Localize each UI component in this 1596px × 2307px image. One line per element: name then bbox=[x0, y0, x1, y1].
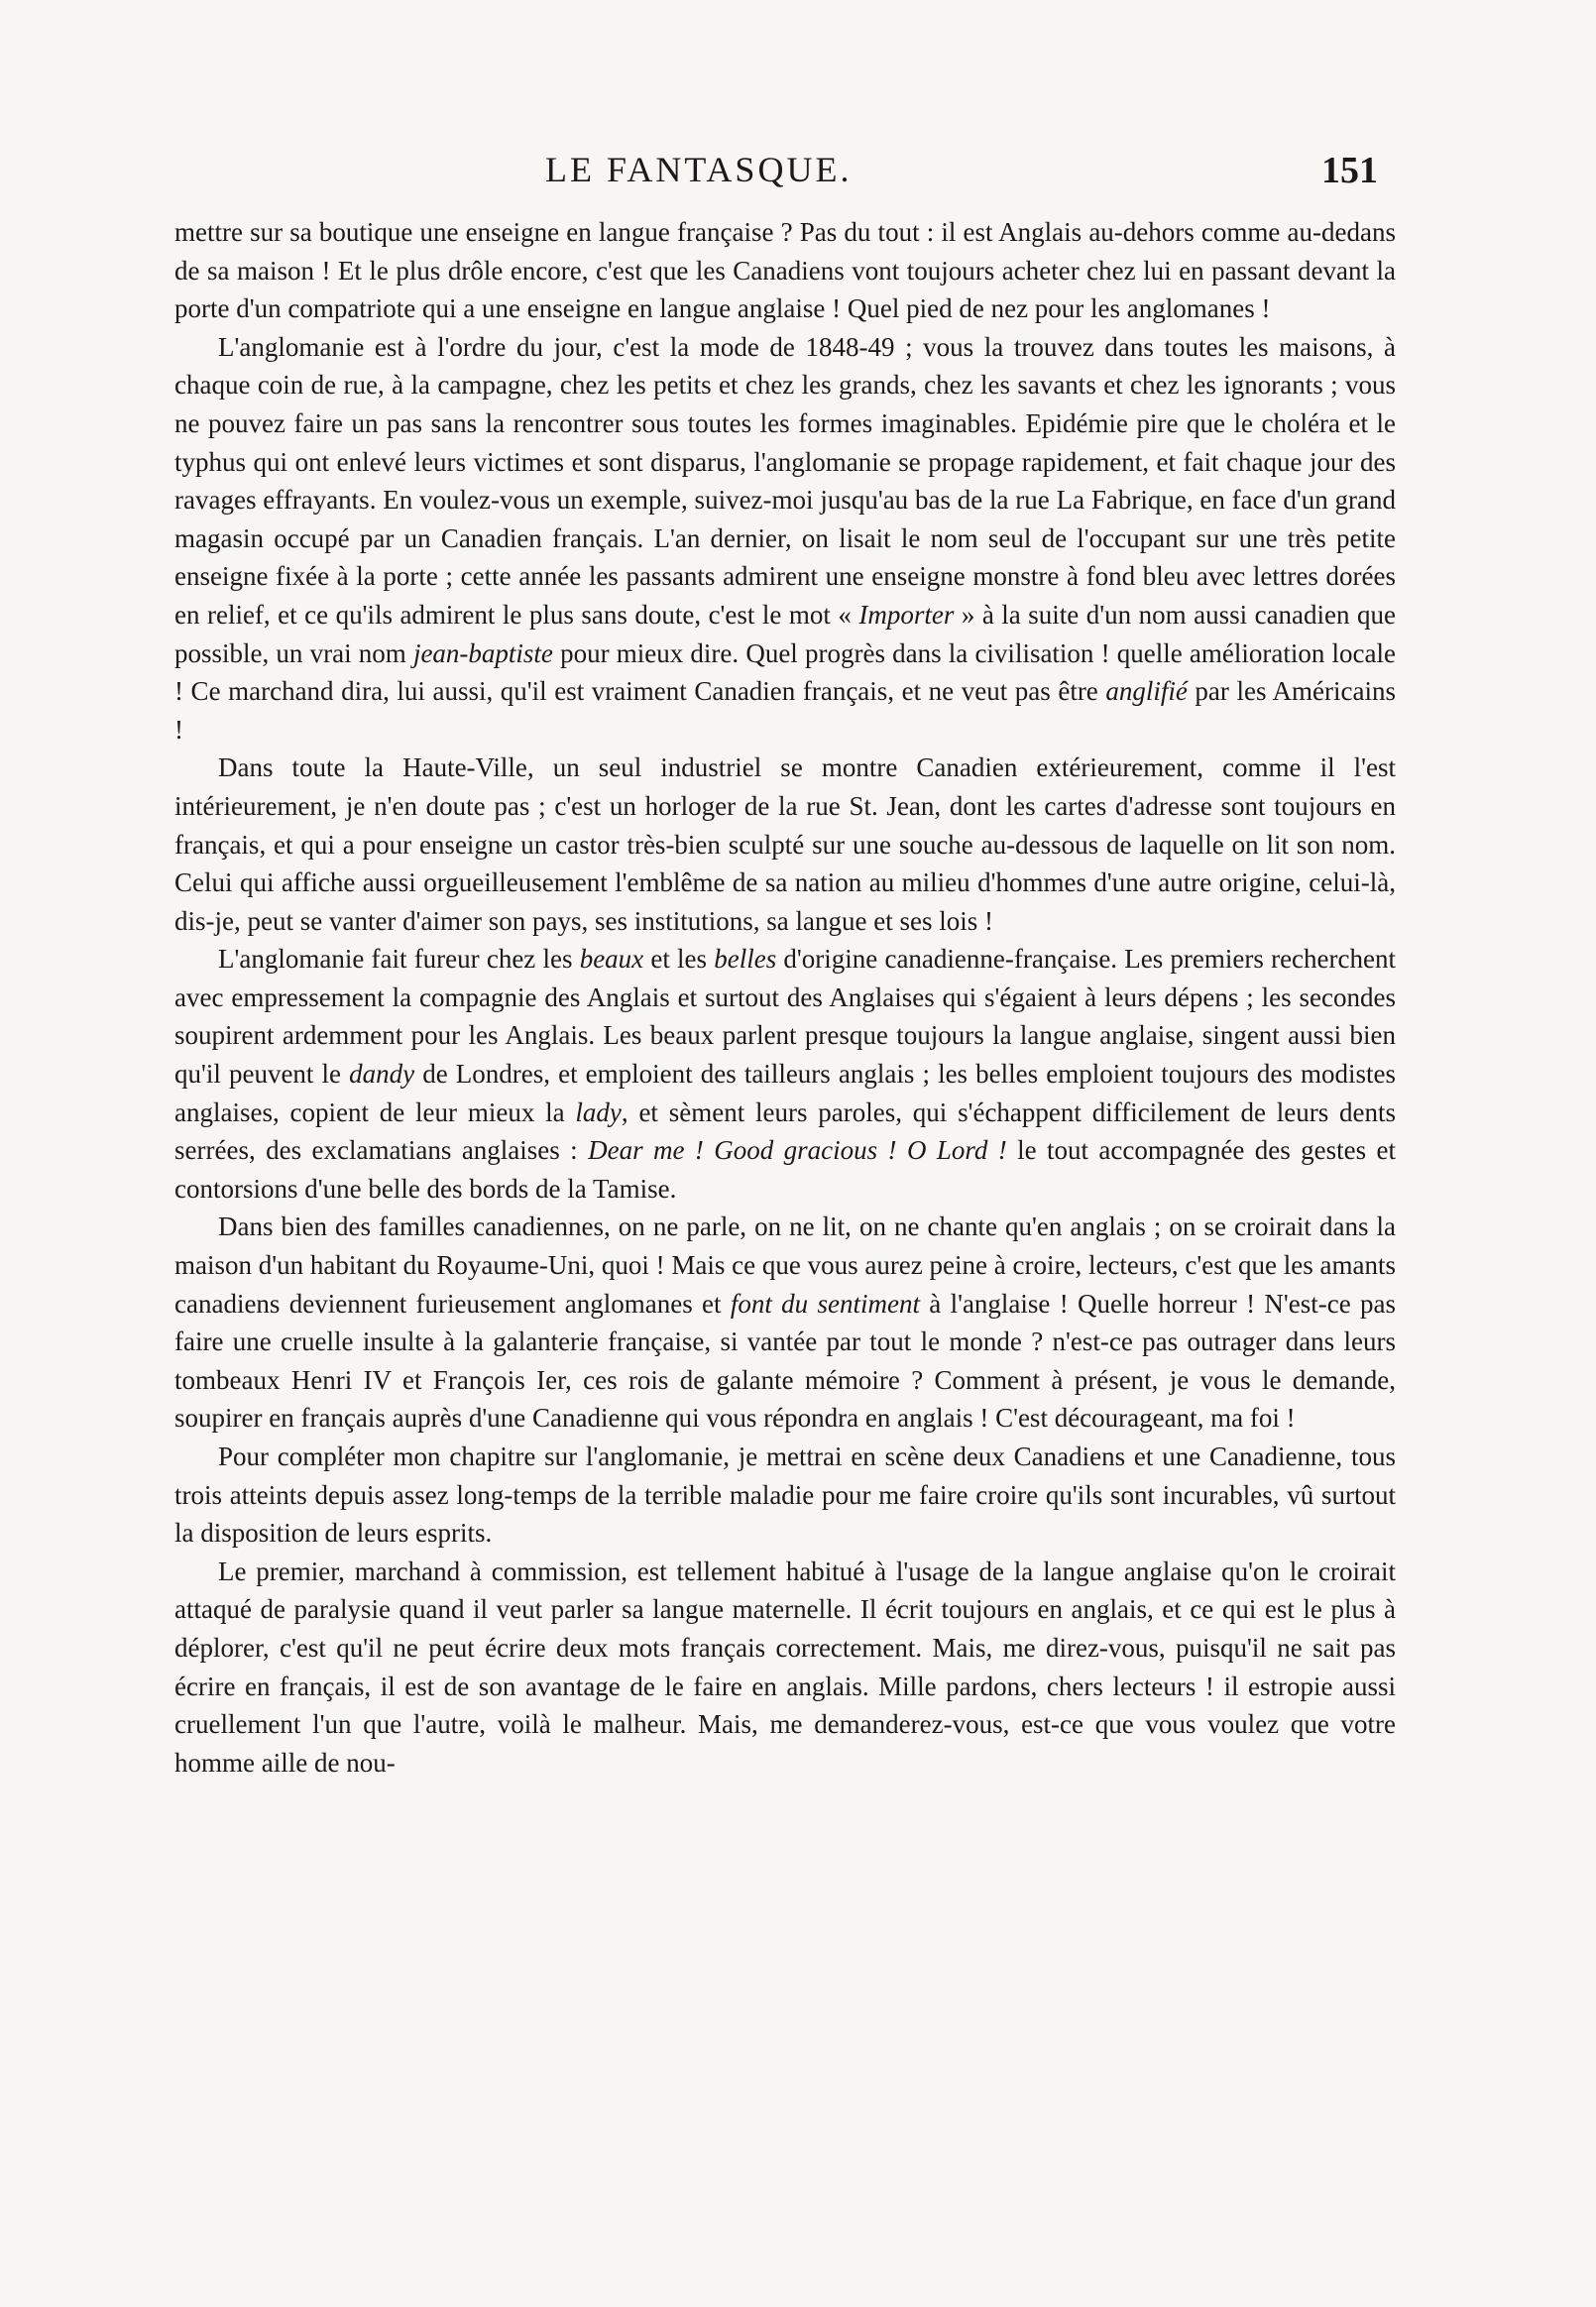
paragraph-p6 bbox=[174, 1438, 1396, 1553]
text-run: d'origine canadienne-française. Les premiers recherchent avec empressement la compagnie des Anglais et surtout des Anglaises qui s'égaient à leurs dépens ; les secondes soupirent ardemment pour les Anglais. Les beaux parlent presque toujours la langue anglaise, singent aussi bien qu'il peuvent le bbox=[174, 944, 1396, 1090]
paragraph-p5 bbox=[174, 1208, 1396, 1438]
text-run: L'anglomanie est à l'ordre du jour, c'est la mode de 1848-49 ; vous la trouvez dans toutes les maisons, à chaque coin de rue, à la campagne, chez les petits et chez les grands, chez les savants et chez les ignorants ; vous ne pouvez faire un pas sans la rencontrer sous toutes les formes imaginables. Epidémie pire que le choléra et le typhus qui ont enlevé leurs victimes et sont disparus, l'anglomanie se propage rapidement, et fait chaque jour des ravages effrayants. En voulez-vous un exemple, suivez-moi jusqu'au bas de la rue La Fabrique, en face d'un grand magasin occupé par un Canadien français. L'an dernier, on lisait le nom seul de l'occupant sur une très petite enseigne fixée à la porte ; cette année les passants admirent une enseigne monstre à fond bleu avec lettres dorées en relief, et ce qu'ils admirent le plus sans doute, c'est le mot « bbox=[174, 331, 1396, 630]
text-run: le tout accompagnée des gestes et contorsions d'une belle des bords de la Tamise. bbox=[174, 1135, 1396, 1204]
running-title: LE FANTASQUE. bbox=[545, 150, 853, 189]
running-head bbox=[188, 149, 1378, 196]
text-run: L'anglomanie fait fureur chez les bbox=[218, 944, 580, 975]
text-column bbox=[174, 213, 1396, 2275]
page-number: 151 bbox=[1321, 150, 1378, 191]
text-run: » à la suite d'un nom aussi canadien que possible, un vrai nom bbox=[174, 599, 1396, 668]
paragraph-p7 bbox=[174, 1553, 1396, 1783]
italic-text: dandy bbox=[349, 1059, 415, 1090]
text-run: mettre sur sa boutique une enseigne en langue française ? Pas du tout : il est Anglais au-dehors comme au-dedans de sa maison ! Et le plus drôle encore, c'est que les Canadiens vont toujours acheter chez lui en passant devant la porte d'un compatriote qui a une enseigne en langue anglaise ! Quel pied de nez pour les anglomanes ! bbox=[174, 217, 1396, 324]
italic-text: font du sentiment bbox=[730, 1288, 920, 1319]
paragraph-p3 bbox=[174, 749, 1396, 940]
italic-text: Importer bbox=[858, 599, 955, 630]
text-run: et les bbox=[643, 944, 715, 975]
text-run: Pour compléter mon chapitre sur l'anglomanie, je mettrai en scène deux Canadiens et une Canadienne, tous trois atteints depuis assez long-temps de la terrible maladie pour me faire croire qu'ils sont incurables, vû surtout la disposition de leurs esprits. bbox=[174, 1442, 1396, 1549]
text-run: Dans toute la Haute-Ville, un seul industriel se montre Canadien extérieurement, comme il l'est intérieurement, je n'en doute pas ; c'est un horloger de la rue St. Jean, dont les cartes d'adresse sont toujours en français, et qui a pour enseigne un castor très-bien sculpté sur une souche au-dessous de laquelle on lit son nom. Celui qui affiche aussi orgueilleusement l'emblême de sa nation au milieu d'hommes d'une autre origine, celui-là, dis-je, peut se vanter d'aimer son pays, ses institutions, sa langue et ses lois ! bbox=[174, 752, 1396, 936]
italic-text: lady bbox=[575, 1096, 622, 1127]
text-run: par les Américains ! bbox=[174, 676, 1396, 745]
paragraph-p1 bbox=[174, 213, 1396, 328]
italic-text: anglifié bbox=[1105, 676, 1188, 707]
italic-text: belles bbox=[714, 944, 777, 975]
text-run: Dans bien des familles canadiennes, on ne parle, on ne lit, on ne chante qu'en anglais ; on se croirait dans la maison d'un habitant du Royaume-Uni, quoi ! Mais ce que vous aurez peine à croire, lecteurs, c'est que les amants canadiens deviennent furieusement anglomanes et bbox=[174, 1211, 1396, 1319]
italic-text: jean-baptiste bbox=[412, 637, 553, 668]
text-run: de Londres, et emploient des tailleurs anglais ; les belles emploient toujours des modistes anglaises, copient de leur mieux la bbox=[174, 1059, 1396, 1127]
text-run: , et sèment leurs paroles, qui s'échappent difficilement de leurs dents serrées, des exclamatians anglaises : bbox=[174, 1096, 1396, 1166]
text-run: Le premier, marchand à commission, est tellement habitué à l'usage de la langue anglaise qu'on le croirait attaqué de paralysie quand il veut parler sa langue maternelle. Il écrit toujours en anglais, et ce qui est le plus à déplorer, c'est qu'il ne peut écrire deux mots français correctement. Mais, me direz-vous, puisqu'il ne sait pas écrire en français, il est de son avantage de le faire en anglais. Mille pardons, chers lecteurs ! il estropie aussi cruellement l'un que l'autre, voilà le malheur. Mais, me demanderez-vous, est-ce que vous voulez que votre homme aille de nou- bbox=[174, 1556, 1396, 1778]
text-run: à l'anglaise ! Quelle horreur ! N'est-ce pas faire une cruelle insulte à la galanterie française, si vantée par tout le monde ? n'est-ce pas outrager dans leurs tombeaux Henri IV et François Ier, ces rois de galante mémoire ? Comment à présent, je vous le demande, soupirer en français auprès d'une Canadienne qui vous répondra en anglais ! C'est décourageant, ma foi ! bbox=[174, 1288, 1396, 1434]
italic-text: Dear me ! Good gracious ! O Lord ! bbox=[588, 1135, 1007, 1166]
paragraph-p2 bbox=[174, 328, 1396, 750]
paragraph-p4 bbox=[174, 940, 1396, 1208]
italic-text: beaux bbox=[579, 944, 644, 975]
text-run: pour mieux dire. Quel progrès dans la civilisation ! quelle amélioration locale ! Ce marchand dira, lui aussi, qu'il est vraiment Canadien français, et ne veut pas être bbox=[174, 637, 1396, 707]
